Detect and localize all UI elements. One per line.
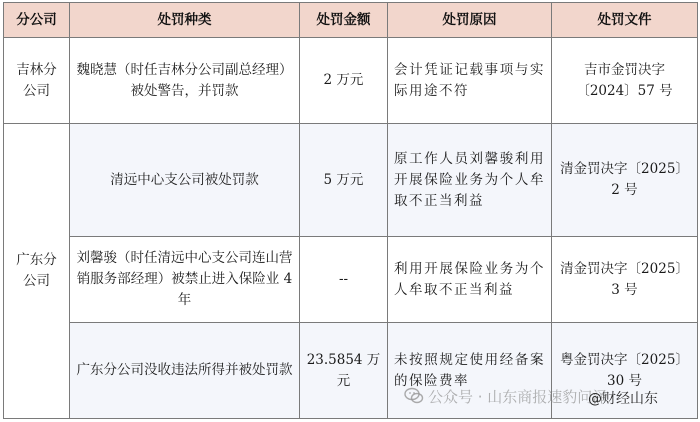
cell-type: 清远中心支公司被处罚款 (70, 124, 300, 237)
header-type: 处罚种类 (70, 3, 300, 38)
watermark (404, 382, 607, 410)
cell-type: 刘馨骏（时任清远中心支公司连山营销服务部经理）被禁止进入保险业 4 年 (70, 237, 300, 323)
cell-amount: 2 万元 (300, 38, 388, 124)
wechat-icon (404, 387, 424, 405)
cell-doc: 吉市金罚决字〔2024〕57 号 (552, 38, 698, 124)
header-branch: 分公司 (4, 3, 70, 38)
cell-reason: 会计凭证记载事项与实际用途不符 (388, 38, 552, 124)
penalty-table (3, 2, 698, 419)
cell-branch: 吉林分公司 (4, 38, 70, 124)
cell-doc: 清金罚决字〔2025〕3 号 (552, 237, 698, 323)
header-doc: 处罚文件 (552, 3, 698, 38)
cell-type: 魏晓慧（时任吉林分公司副总经理）被处警告，并罚款 (70, 38, 300, 124)
table-row (4, 124, 698, 237)
header-reason: 处罚原因 (388, 3, 552, 38)
watermark-text: 公众号 · 山东商报速豹问泽 (428, 387, 608, 406)
cell-amount: -- (300, 237, 388, 323)
cell-amount: 23.5854 万元 (300, 323, 388, 419)
cell-doc: 粤金罚决字〔2025〕30 号 (552, 323, 698, 419)
cell-reason: 原工作人员刘馨骏利用开展保险业务为个人牟取不正当利益 (388, 124, 552, 237)
table-row (4, 38, 698, 124)
table-header-row (4, 3, 698, 38)
cell-type: 广东分公司没收违法所得并被处罚款 (70, 323, 300, 419)
header-amount: 处罚金额 (300, 3, 388, 38)
cell-reason: 未按照规定使用经备案的保险费率 (388, 323, 552, 419)
table-row (4, 237, 698, 323)
watermark-badge (588, 388, 658, 408)
cell-reason: 利用开展保险业务为个人牟取不正当利益 (388, 237, 552, 323)
badge-text: @财经山东 (588, 391, 658, 407)
cell-doc: 清金罚决字〔2025〕2 号 (552, 124, 698, 237)
cell-amount: 5 万元 (300, 124, 388, 237)
cell-branch: 广东分公司 (4, 124, 70, 419)
